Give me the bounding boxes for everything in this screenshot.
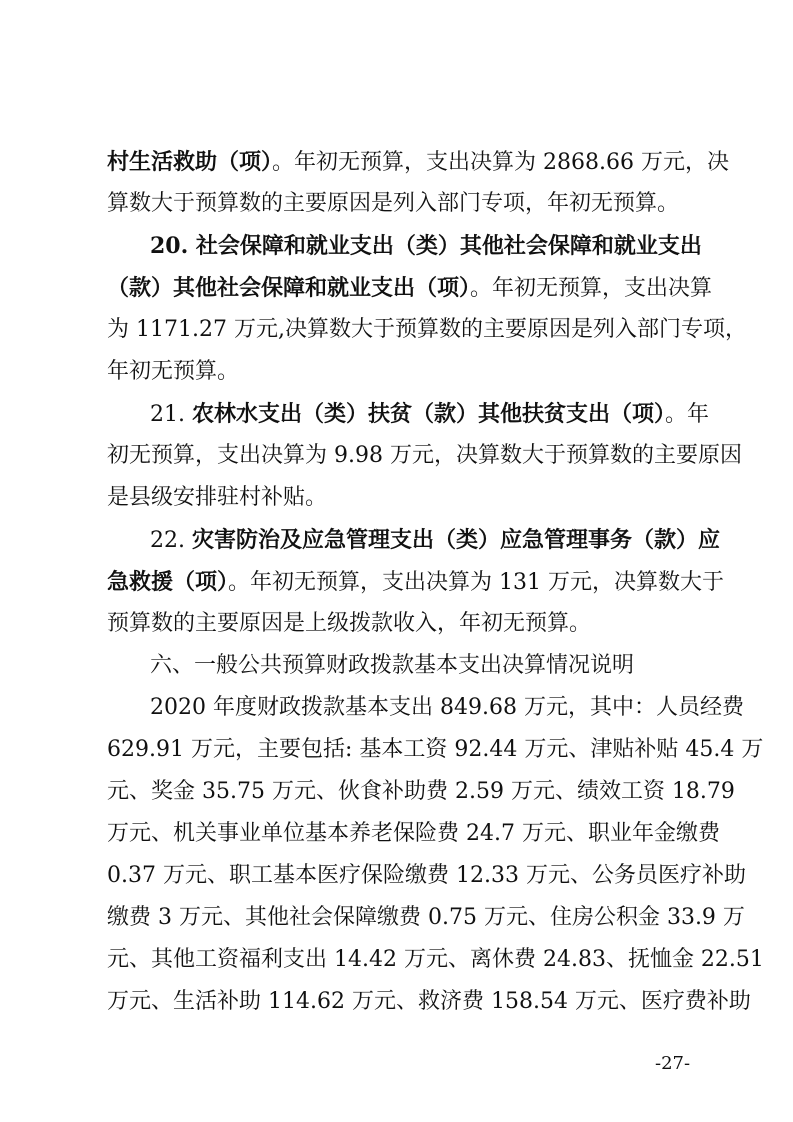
section-heading xyxy=(150,651,691,681)
body-text-line xyxy=(107,273,713,304)
body-text-line xyxy=(107,819,720,849)
body-text: 元、奖金 35.75 万元、伙食补助费 2.59 万元、绩效工资 18.79 xyxy=(107,779,735,804)
body-text: 万元、生活补助 114.62 万元、救济费 158.54 万元、医疗费补助 xyxy=(107,989,751,1014)
body-text: 为 1171.27 万元,决算数大于预算数的主要原因是列入部门专项， xyxy=(107,317,747,342)
body-text-line xyxy=(107,903,745,933)
item-number: 21. xyxy=(150,402,192,427)
body-text: 。年初无预算，支出决算 xyxy=(470,276,713,301)
body-text: 。年初无预算，支出决算为 2868.66 万元，决 xyxy=(272,150,729,175)
body-text-line xyxy=(107,777,735,807)
body-text-line xyxy=(107,567,724,598)
body-text: 元、其他工资福利支出 14.42 万元、离休费 24.83、抚恤金 22.51 xyxy=(107,947,764,972)
body-text-line xyxy=(150,231,702,262)
body-text-line xyxy=(107,357,691,387)
body-text-line xyxy=(107,189,691,219)
body-text: 缴费 3 万元、其他社会保障缴费 0.75 万元、住房公积金 33.9 万 xyxy=(107,905,745,930)
body-text: 是县级安排驻村补贴。 xyxy=(107,485,328,510)
item-number: 22. xyxy=(150,528,192,553)
body-text-line xyxy=(150,399,710,430)
body-text: 算数大于预算数的主要原因是列入部门专项，年初无预算。 xyxy=(107,191,680,216)
body-text: 2020 年度财政拨款基本支出 849.68 万元，其中：人员经费 xyxy=(150,695,744,720)
body-text-line xyxy=(107,315,747,345)
body-text-line xyxy=(107,441,742,471)
body-text: 预算数的主要原因是上级拨款收入，年初无预算。 xyxy=(107,611,592,636)
body-text-line xyxy=(107,735,764,765)
body-text-line xyxy=(150,525,720,556)
item-heading: 村生活救助（项） xyxy=(107,149,273,175)
page-number: -27- xyxy=(655,1053,691,1074)
body-text-line xyxy=(107,609,691,639)
body-text: 初无预算，支出决算为 9.98 万元，决算数大于预算数的主要原因 xyxy=(107,443,742,468)
body-text-line xyxy=(107,987,751,1017)
body-text: 年初无预算。 xyxy=(107,359,240,384)
item-heading: 灾害防治及应急管理支出（类）应急管理事务（款）应 xyxy=(191,527,720,553)
item-heading: 农林水支出（类）扶贫（款）其他扶贫支出（项） xyxy=(191,401,665,427)
section-heading-text: 六、一般公共预算财政拨款基本支出决算情况说明 xyxy=(150,653,635,678)
body-text: 0.37 万元、职工基本医疗保险缴费 12.33 万元、公务员医疗补助 xyxy=(107,863,746,888)
body-text: 。年初无预算，支出决算为 131 万元，决算数大于 xyxy=(228,570,724,595)
body-text: 629.91 万元，主要包括: 基本工资 92.44 万元、津贴补贴 45.4 万 xyxy=(107,737,764,762)
body-text-line xyxy=(150,693,744,723)
body-text: 万元、机关事业单位基本养老保险费 24.7 万元、职业年金缴费 xyxy=(107,821,720,846)
item-heading: 急救援（项） xyxy=(107,569,229,595)
body-text-line xyxy=(107,483,691,513)
body-text-line xyxy=(107,861,746,891)
body-text-line xyxy=(107,945,764,975)
item-heading: （款）其他社会保障和就业支出（项） xyxy=(107,275,471,301)
body-text: 。年 xyxy=(665,402,710,427)
item-heading: 20. 社会保障和就业支出（类）其他社会保障和就业支出 xyxy=(150,233,702,259)
body-text-line xyxy=(107,147,729,178)
